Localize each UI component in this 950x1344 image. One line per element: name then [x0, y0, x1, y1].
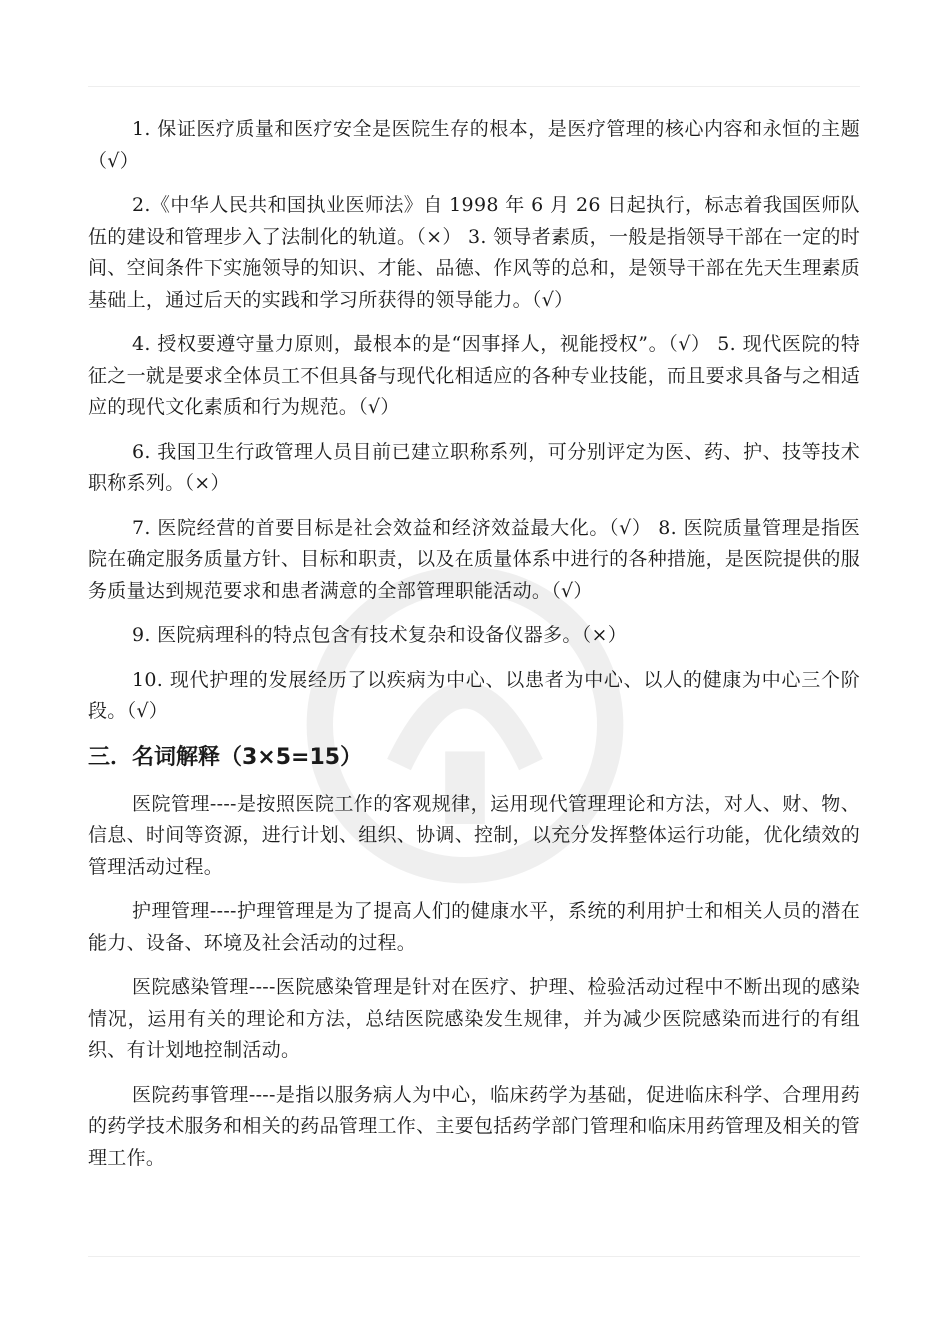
judgment-item-6: 6. 我国卫生行政管理人员目前已建立职称系列，可分别评定为医、药、护、技等技术职称系列。（×） — [88, 440, 860, 494]
header-rule — [88, 86, 860, 87]
document-body — [88, 114, 860, 1187]
term-nursing-management: 护理管理----护理管理是为了提高人们的健康水平，系统的利用护士和相关人员的潜在能力、设备、环境及社会活动的过程。 — [88, 900, 860, 954]
section-heading: 三．名词解释（3×5=15） — [88, 744, 363, 770]
term-infection-management: 医院感染管理----医院感染管理是针对在医疗、护理、检验活动过程中不断出现的感染情况，运用有关的理论和方法，总结医院感染发生规律，并为减少医院感染而进行的有组织、有计划地控制活动。 — [88, 976, 860, 1061]
term-hospital-management: 医院管理----是按照医院工作的客观规律，运用现代管理理论和方法，对人、财、物、信息、时间等资源，进行计划、组织、协调、控制，以充分发挥整体运行功能，优化绩效的管理活动过程。 — [88, 792, 861, 878]
footer-rule — [88, 1256, 860, 1257]
judgment-item-1: 1. 保证医疗质量和医疗安全是医院生存的根本，是医疗管理的核心内容和永恒的主题（√） — [88, 118, 860, 172]
judgment-item-4: 4. 授权要遵守量力原则，最根本的是“因事择人，视能授权”。（√） 5. 现代医院的特征之一就是要求全体员工不但具备与现代化相适应的各种专业技能，而且要求具备与之相适应的现代文化素质和行为规范。（√） — [88, 333, 861, 418]
judgment-item-2: 2.《中华人民共和国执业医师法》自 1998 年 6 月 26 日起执行，标志着我国医师队伍的建设和管理步入了法制化的轨道。（×） 3. 领导者素质，一般是指领导干部在一定的时间、空间条件下实施领导的知识、才能、品德、作风等的总和，是领导干部在先天生理素质基础上，通过后天的实践和学习所获得的领导能力。（√） — [88, 194, 861, 311]
term-pharmacy-management: 医院药事管理----是指以服务病人为中心，临床药学为基础，促进临床科学、合理用药的药学技术服务和相关的药品管理工作、主要包括药学部门管理和临床用药管理及相关的管理工作。 — [88, 1083, 861, 1169]
judgment-item-7: 7. 医院经营的首要目标是社会效益和经济效益最大化。（√） 8. 医院质量管理是指医院在确定服务质量方针、目标和职责，以及在质量体系中进行的各种措施，是医院提供的服务质量达到规范要求和患者满意的全部管理职能活动。（√） — [88, 516, 861, 602]
judgment-item-9: 9. 医院病理科的特点包含有技术复杂和设备仪器多。（×） — [132, 624, 627, 646]
judgment-item-10: 10. 现代护理的发展经历了以疾病为中心、以患者为中心、以人的健康为中心三个阶段。（√） — [88, 668, 860, 722]
